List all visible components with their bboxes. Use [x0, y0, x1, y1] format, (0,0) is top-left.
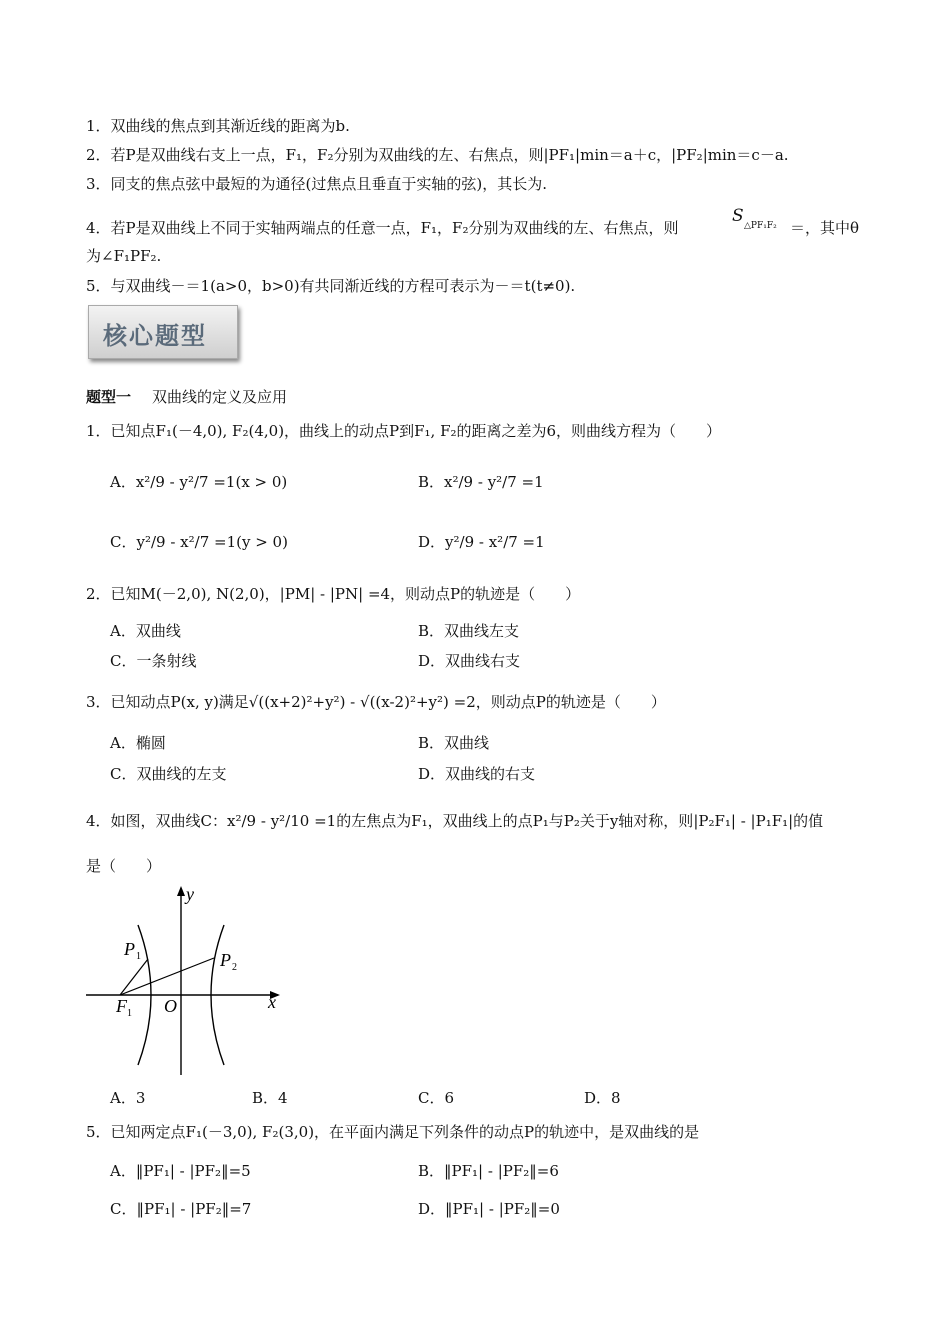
label-p1-sub: 1 [136, 951, 141, 962]
label-p2-sub: 2 [232, 962, 237, 973]
q1-option-d[interactable]: D．y²/9 - x²/7 =1 [418, 533, 545, 551]
label-p1: P [124, 939, 135, 959]
summary-line-1: 1．双曲线的焦点到其渐近线的距离为b. [86, 117, 350, 135]
q1-option-c[interactable]: C．y²/9 - x²/7 =1(y > 0) [110, 533, 288, 551]
q4-option-d[interactable]: D．8 [584, 1089, 621, 1107]
area-symbol: S [732, 206, 744, 226]
label-origin: O [164, 996, 177, 1016]
q4-option-c[interactable]: C．6 [418, 1089, 455, 1107]
summary-line-3: 3．同支的焦点弦中最短的为通径(过焦点且垂直于实轴的弦)，其长为. [86, 175, 548, 193]
label-y: y [186, 884, 194, 904]
q4-option-b[interactable]: B．4 [252, 1089, 288, 1107]
q5-stem: 5．已知两定点F₁(－3,0), F₂(3,0)，在平面内满足下列条件的动点P的轨迹中，是双曲线的是 [86, 1123, 700, 1141]
q5-option-b[interactable]: B．‖PF₁| - |PF₂‖=6 [418, 1162, 559, 1180]
area-subscript: △PF₁F₂ [744, 221, 777, 231]
section-name: 双曲线的定义及应用 [152, 388, 288, 406]
q5-option-c[interactable]: C．‖PF₁| - |PF₂‖=7 [110, 1200, 252, 1218]
label-f1: F [116, 996, 127, 1016]
q1-stem: 1．已知点F₁(－4,0), F₂(4,0)，曲线上的动点P到F₁, F₂的距离之差为6，则曲线方程为（ ） [86, 422, 722, 440]
q2-option-a[interactable]: A．双曲线 [110, 622, 181, 640]
q3-option-c[interactable]: C．双曲线的左支 [110, 765, 227, 783]
summary-line-4b: ＝，其中θ [790, 219, 860, 237]
hyperbola-figure [86, 880, 286, 1080]
q2-stem: 2．已知M(－2,0), N(2,0)，|PM| - |PN| =4，则动点P的轨迹是（ ） [86, 585, 581, 603]
q2-option-c[interactable]: C．一条射线 [110, 652, 197, 670]
core-topics-banner [88, 305, 238, 359]
section-label: 题型一 [86, 388, 132, 406]
q4-option-a[interactable]: A．3 [110, 1089, 146, 1107]
label-x: x [268, 992, 276, 1012]
q3-stem: 3．已知动点P(x, y)满足√((x+2)²+y²) - √((x-2)²+y²) =2，则动点P的轨迹是（ ） [86, 693, 666, 711]
summary-line-5: 5．与双曲线－＝1(a>0，b>0)有共同渐近线的方程可表示为－＝t(t≠0). [86, 277, 576, 295]
label-f1-sub: 1 [127, 1008, 132, 1019]
q1-option-a[interactable]: A．x²/9 - y²/7 =1(x > 0) [110, 473, 288, 491]
q3-option-b[interactable]: B．双曲线 [418, 734, 490, 752]
q5-option-a[interactable]: A．‖PF₁| - |PF₂‖=5 [110, 1162, 251, 1180]
summary-line-4a: 4．若P是双曲线上不同于实轴两端点的任意一点，F₁，F₂分别为双曲线的左、右焦点，则 [86, 219, 679, 237]
y-axis-arrow [177, 886, 185, 896]
q3-option-a[interactable]: A．椭圆 [110, 734, 166, 752]
summary-line-4c: 为∠F₁PF₂. [86, 247, 162, 265]
label-p2: P [220, 950, 231, 970]
banner-label: 核心题型 [103, 322, 207, 350]
q5-option-d[interactable]: D．‖PF₁| - |PF₂‖=0 [418, 1200, 560, 1218]
q1-option-b[interactable]: B．x²/9 - y²/7 =1 [418, 473, 544, 491]
q2-option-d[interactable]: D．双曲线右支 [418, 652, 521, 670]
q4-stem-2: 是（ ） [86, 857, 162, 875]
q2-option-b[interactable]: B．双曲线左支 [418, 622, 520, 640]
q4-stem: 4．如图，双曲线C：x²/9 - y²/10 =1的左焦点为F₁，双曲线上的点P₁与P₂关于y轴对称，则|P₂F₁| - |P₁F₁|的值 [86, 812, 824, 830]
summary-line-2: 2．若P是双曲线右支上一点，F₁，F₂分别为双曲线的左、右焦点，则|PF₁|min＝a＋c，|PF₂|min＝c－a. [86, 146, 789, 164]
q3-option-d[interactable]: D．双曲线的右支 [418, 765, 536, 783]
